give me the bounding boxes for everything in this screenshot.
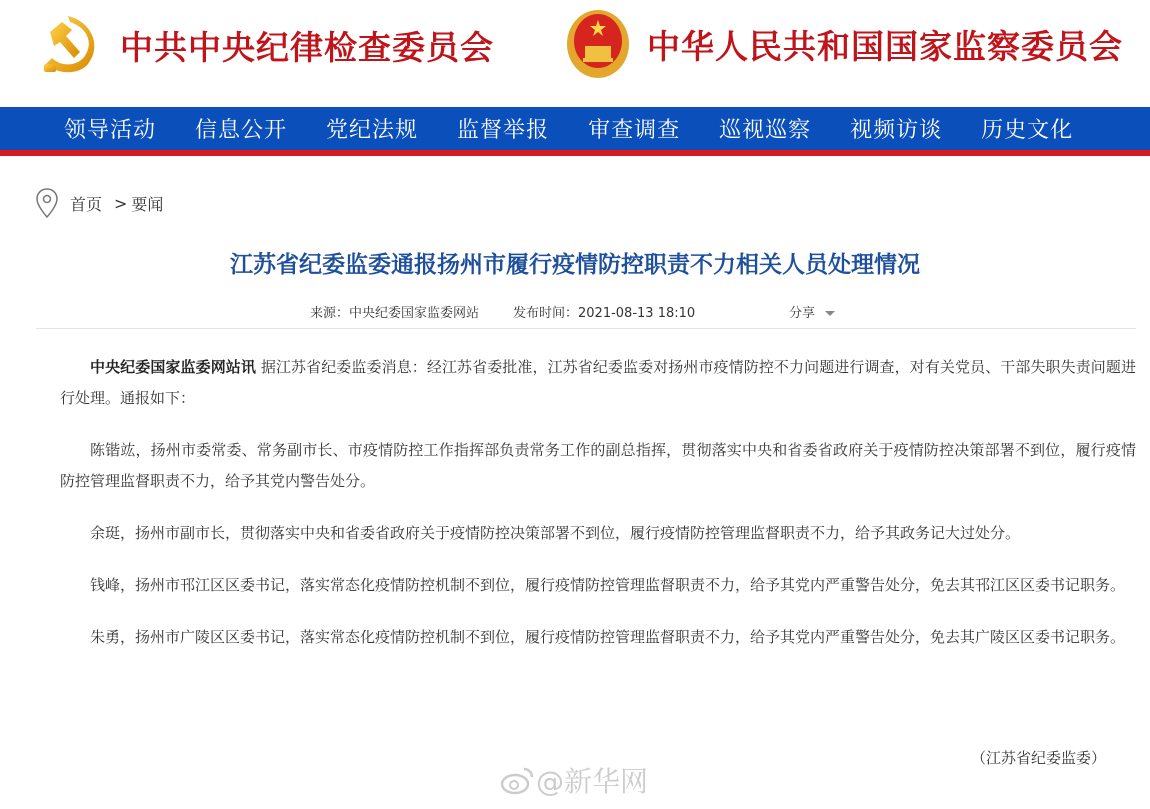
paragraph: 钱峰，扬州市邗江区区委书记，落实常态化疫情防控机制不到位，履行疫情防控管理监督职责不力，给予其党内严重警告处分，免去其邗江区区委书记职务。: [90, 576, 1126, 594]
national-emblem-icon: [565, 8, 631, 80]
article-time: 发布时间：2021-08-13 18:10: [513, 306, 696, 321]
nav-item-regulations[interactable]: 党纪法规: [326, 118, 419, 143]
nav-item-investigation[interactable]: 审查调查: [588, 118, 681, 143]
article-body: [60, 352, 1136, 674]
ccdi-title: 中共中央纪律检查委员会: [120, 27, 494, 67]
article-source: 来源：中央纪委国家监委网站: [310, 306, 480, 321]
nav-item-report[interactable]: 监督举报: [457, 118, 550, 143]
share-button[interactable]: [789, 302, 835, 321]
watermark: [500, 760, 648, 800]
share-label: 分享: [789, 306, 816, 321]
breadcrumb-current[interactable]: 要闻: [131, 194, 164, 214]
paragraph: 朱勇，扬州市广陵区区委书记，落实常态化疫情防控机制不到位，履行疫情防控管理监督职责不力，给予其党内严重警告处分，免去其广陵区区委书记职务。: [90, 628, 1126, 646]
breadcrumb: [36, 188, 163, 218]
lead-text: 据江苏省纪委监委消息：经江苏省委批准，江苏省纪委监委对扬州市疫情防控不力问题进行调查，对有关党员、干部失职失责问题进行处理。通报如下：: [60, 358, 1136, 407]
article-meta: [310, 302, 695, 321]
location-pin-icon: [36, 188, 58, 218]
party-emblem-icon: [40, 12, 104, 78]
article-title: 江苏省纪委监委通报扬州市履行疫情防控职责不力相关人员处理情况: [230, 252, 920, 278]
weibo-icon: [500, 765, 536, 795]
site-header: [0, 0, 1150, 107]
nav-item-inspection[interactable]: 巡视巡察: [719, 118, 812, 143]
article-signature: （江苏省纪委监委）: [970, 749, 1106, 767]
divider: [36, 328, 1136, 329]
lead-paragraph: [60, 352, 1136, 414]
caret-down-icon: [825, 311, 835, 316]
lead-source: 中央纪委国家监委网站讯: [90, 358, 256, 376]
nav-item-leadership[interactable]: 领导活动: [64, 118, 157, 143]
paragraph: 陈锴竑，扬州市委常委、常务副市长、市疫情防控工作指挥部负责常务工作的副总指挥，贯彻落实中央和省委省政府关于疫情防控决策部署不到位，履行疫情防控管理监督职责不力，给予其党内警告处分。: [60, 441, 1136, 490]
ccdi-logo[interactable]: [40, 12, 494, 78]
breadcrumb-home[interactable]: 首页: [70, 194, 103, 214]
nsc-logo[interactable]: [565, 8, 1123, 80]
nsc-title: 中华人民共和国国家监察委员会: [647, 26, 1123, 66]
nav-item-video[interactable]: 视频访谈: [850, 118, 943, 143]
red-stripe: [0, 150, 1150, 156]
breadcrumb-separator: >: [114, 193, 128, 213]
nav-item-info[interactable]: 信息公开: [195, 118, 288, 143]
paragraph: 余珽，扬州市副市长，贯彻落实中央和省委省政府关于疫情防控决策部署不到位，履行疫情防控管理监督职责不力，给予其政务记大过处分。: [90, 524, 1021, 542]
nav-item-history[interactable]: 历史文化: [981, 118, 1074, 143]
watermark-text: @新华网: [536, 765, 649, 798]
main-nav: [0, 107, 1150, 150]
